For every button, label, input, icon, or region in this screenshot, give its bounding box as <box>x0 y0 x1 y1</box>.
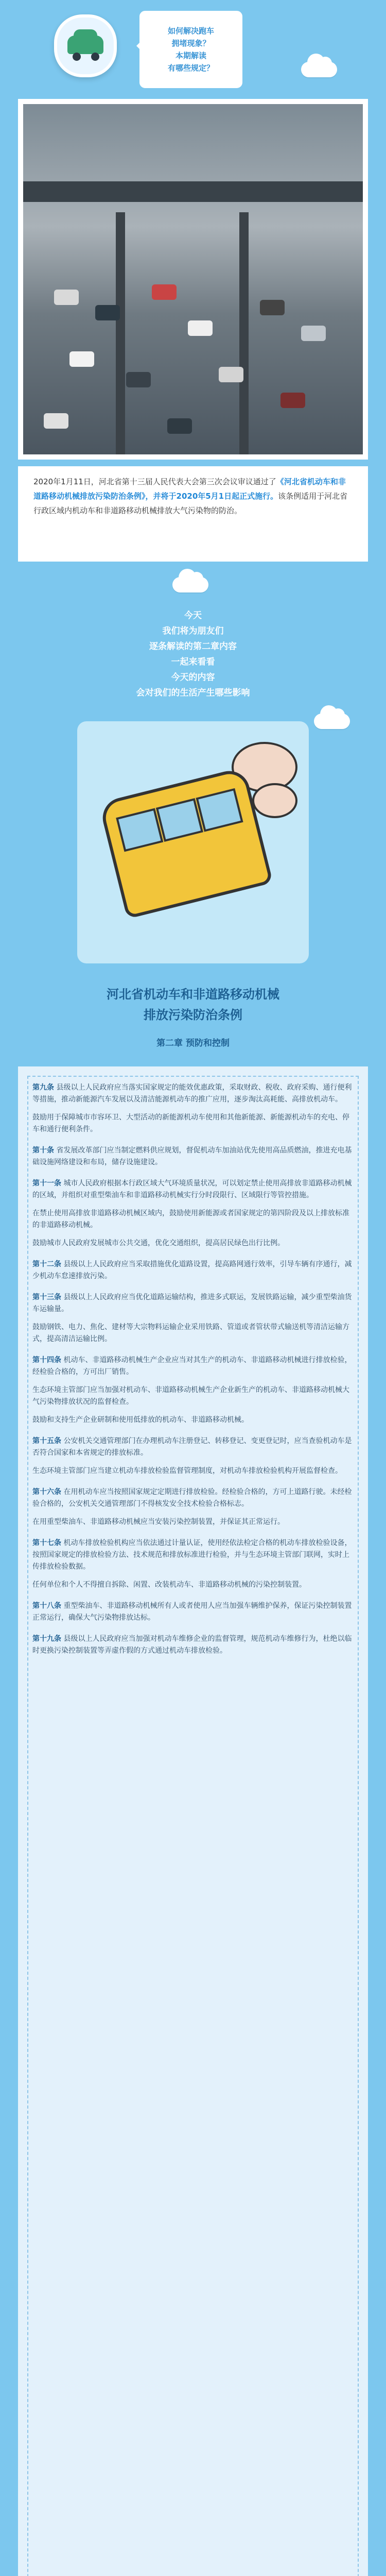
article-text: 县级以上人民政府应当优化道路运输结构，推进多式联运，发展铁路运输，减少重型柴油货车运输量。 <box>32 1293 352 1313</box>
article-heading: 第十七条 <box>32 1539 61 1547</box>
article-item <box>32 1537 354 1591</box>
article-paragraph <box>32 1112 354 1136</box>
article-heading: 第十八条 <box>32 1602 61 1610</box>
intro-text-after: 该条例适用于河北省行政区域内机动车和非道路移动机械排放大气污染物的防治。 <box>33 492 348 515</box>
article-heading: 第十九条 <box>32 1635 61 1643</box>
cloud-icon <box>172 577 208 592</box>
law-title <box>0 984 386 1025</box>
article-text: 生态环境主管部门应当建立机动车排放检验监督管理制度，对机动车排放检验机构开展监督检查。 <box>32 1467 342 1475</box>
car-icon <box>54 14 117 77</box>
article-text: 县级以上人民政府应当落实国家规定的能效优惠政策，采取财政、税收、政府采购、通行便利等措施，推动新能源汽车发展以及清洁能源机动车的推广应用，逐步淘汰高耗能、高排放机动车。 <box>32 1083 352 1104</box>
today-line: 逐条解读的第二章内容 <box>149 641 237 652</box>
article-paragraph <box>32 1414 354 1426</box>
article-heading: 第十条 <box>32 1146 54 1155</box>
article-paragraph <box>32 1537 354 1573</box>
law-title-line: 河北省机动车和非道路移动机械 <box>107 987 279 1002</box>
article-text: 省发展改革部门应当制定燃料供应规划，督促机动车加油站优先使用高品质燃油，推进充电基础设施网络建设和布局，储存设施建设。 <box>32 1146 352 1166</box>
today-line: 今天的内容 <box>171 672 215 683</box>
intro-text: 2020年1月11日，河北省第十三届人民代表大会第三次会议审议通过了 <box>33 477 276 486</box>
article-text: 公安机关交通管理部门在办理机动车注册登记、转移登记、变更登记时，应当查验机动车是否符合国家和本省规定的排放标准。 <box>32 1437 352 1457</box>
chapter-title: 第二章 预防和控制 <box>156 1038 230 1048</box>
today-line: 一起来看看 <box>171 657 215 667</box>
article-heading: 第十四条 <box>32 1356 61 1364</box>
article-heading: 第十一条 <box>32 1179 61 1188</box>
article-paragraph <box>32 1354 354 1378</box>
article-paragraph <box>32 1435 354 1459</box>
cloud-icon <box>301 62 337 77</box>
article-heading: 第十五条 <box>32 1437 61 1445</box>
today-line: 今天 <box>184 611 202 621</box>
article-text: 鼓励和支持生产企业研制和使用低排放的机动车、非道路移动机械。 <box>32 1416 249 1424</box>
bubble-text <box>161 21 221 78</box>
article-paragraph <box>32 1238 354 1249</box>
article-paragraph <box>32 1633 354 1657</box>
article-paragraph <box>32 1321 354 1345</box>
article-paragraph <box>32 1486 354 1510</box>
article-text: 生态环境主管部门应当加强对机动车、非道路移动机械生产企业新生产的机动车、非道路移动机械大气污染物排放状况的监督检查。 <box>32 1386 349 1406</box>
article-item <box>32 1354 354 1426</box>
article-text: 鼓励城市人民政府发展城市公共交通，优化交通组织，提高居民绿色出行比例。 <box>32 1239 285 1247</box>
intro-card <box>18 466 368 562</box>
article-paragraph <box>32 1259 354 1282</box>
today-line: 我们将为朋友们 <box>162 626 224 636</box>
bubble-line: 如何解决跑车 <box>167 26 214 36</box>
article-paragraph <box>32 1292 354 1315</box>
header <box>0 0 386 103</box>
article-paragraph <box>32 1600 354 1624</box>
speech-bubble <box>138 9 244 90</box>
article-text: 在禁止使用高排放非道路移动机械区域内，鼓励使用新能源或者国家规定的第四阶段及以上排放标准的非道路移动机械。 <box>32 1209 349 1229</box>
traffic-photo <box>23 104 363 454</box>
article-text: 在用机动车应当按照国家规定定期进行排放检验。经检验合格的，方可上道路行驶。未经检验合格的，公安机关交通管理部门不得核发安全技术检验合格标志。 <box>32 1488 352 1508</box>
article-text: 机动车排放检验机构应当依法通过计量认证，使用经依法检定合格的机动车排放检验设备，按照国家规定的排放检验方法、技术规范和排放标准进行检验，并与生态环境主管部门联网，实时上传排放检验数据。 <box>32 1539 352 1571</box>
article-item <box>32 1292 354 1345</box>
article-paragraph <box>32 1082 354 1106</box>
article-text: 任何单位和个人不得擅自拆除、闲置、改装机动车、非道路移动机械的污染控制装置。 <box>32 1581 306 1589</box>
article-paragraph <box>32 1208 354 1231</box>
article-text: 鼓励钢铁、电力、焦化、建材等大宗物料运输企业采用铁路、管道或者管状带式输送机等清洁运输方式，提高清洁运输比例。 <box>32 1323 349 1343</box>
article-item <box>32 1082 354 1136</box>
article-text: 县级以上人民政府应当加强对机动车维修企业的监督管理，规范机动车维修行为，杜绝以临时更换污染控制装置等弄虚作假的方式通过机动车排放检验。 <box>32 1635 352 1655</box>
article-item <box>32 1145 354 1168</box>
bubble-line: 本期解读 <box>175 51 206 60</box>
article-text: 在用重型柴油车、非道路移动机械应当安装污染控制装置，并保证其正常运行。 <box>32 1518 285 1526</box>
article-item <box>32 1486 354 1528</box>
article-heading: 第十二条 <box>32 1260 61 1268</box>
today-line: 会对我们的生活产生哪些影响 <box>136 688 250 698</box>
article-item <box>32 1600 354 1624</box>
article-paragraph <box>32 1145 354 1168</box>
bubble-line: 有哪些规定？ <box>167 63 214 73</box>
article-item <box>32 1259 354 1282</box>
law-title-line: 排放污染防治条例 <box>144 1008 242 1022</box>
article-heading: 第十六条 <box>32 1488 61 1496</box>
traffic-photo-frame <box>18 99 368 460</box>
article-paragraph <box>32 1579 354 1591</box>
article-text: 重型柴油车、非道路移动机械所有人或者使用人应当加强车辆维护保养，保证污染控制装置正常运行，确保大气污染物排放达标。 <box>32 1602 352 1622</box>
article-item <box>32 1633 354 1657</box>
article-text: 城市人民政府根据本行政区域大气环境质量状况，可以划定禁止使用高排放非道路移动机械的区域，并组织对重型柴油车和非道路移动机械实行分时段限行、区域限行等管控措施。 <box>32 1179 352 1199</box>
pollution-illustration <box>77 721 309 963</box>
article-paragraph <box>32 1178 354 1201</box>
article-paragraph <box>32 1465 354 1477</box>
article-paragraph <box>32 1516 354 1528</box>
article-text: 县级以上人民政府应当采取措施优化道路设置，提高路网通行效率，引导车辆有序通行，减少机动车怠速排放污染。 <box>32 1260 352 1280</box>
article-item <box>32 1178 354 1249</box>
today-section <box>0 608 386 701</box>
article-item <box>32 1435 354 1477</box>
article-paragraph <box>32 1384 354 1408</box>
articles-list <box>32 1082 354 1657</box>
cloud-icon <box>314 714 350 729</box>
article-text: 机动车、非道路移动机械生产企业应当对其生产的机动车、非道路移动机械进行排放检验，经检验合格的，方可出厂销售。 <box>32 1356 352 1376</box>
article-heading: 第十三条 <box>32 1293 61 1301</box>
article-heading: 第九条 <box>32 1083 54 1092</box>
article-text: 鼓励用于保障城市市容环卫、大型活动的新能源机动车使用和其他新能源、新能源机动车的充电、停车和通行便利条件。 <box>32 1113 349 1133</box>
articles-card <box>18 1066 368 2576</box>
intro-highlight: 《河北省机动车和非道路移动机械排放污染防治条例》，并将于2020年5月1日起正式施行。 <box>33 477 346 501</box>
bubble-line: 拥堵现象？ <box>171 39 210 48</box>
